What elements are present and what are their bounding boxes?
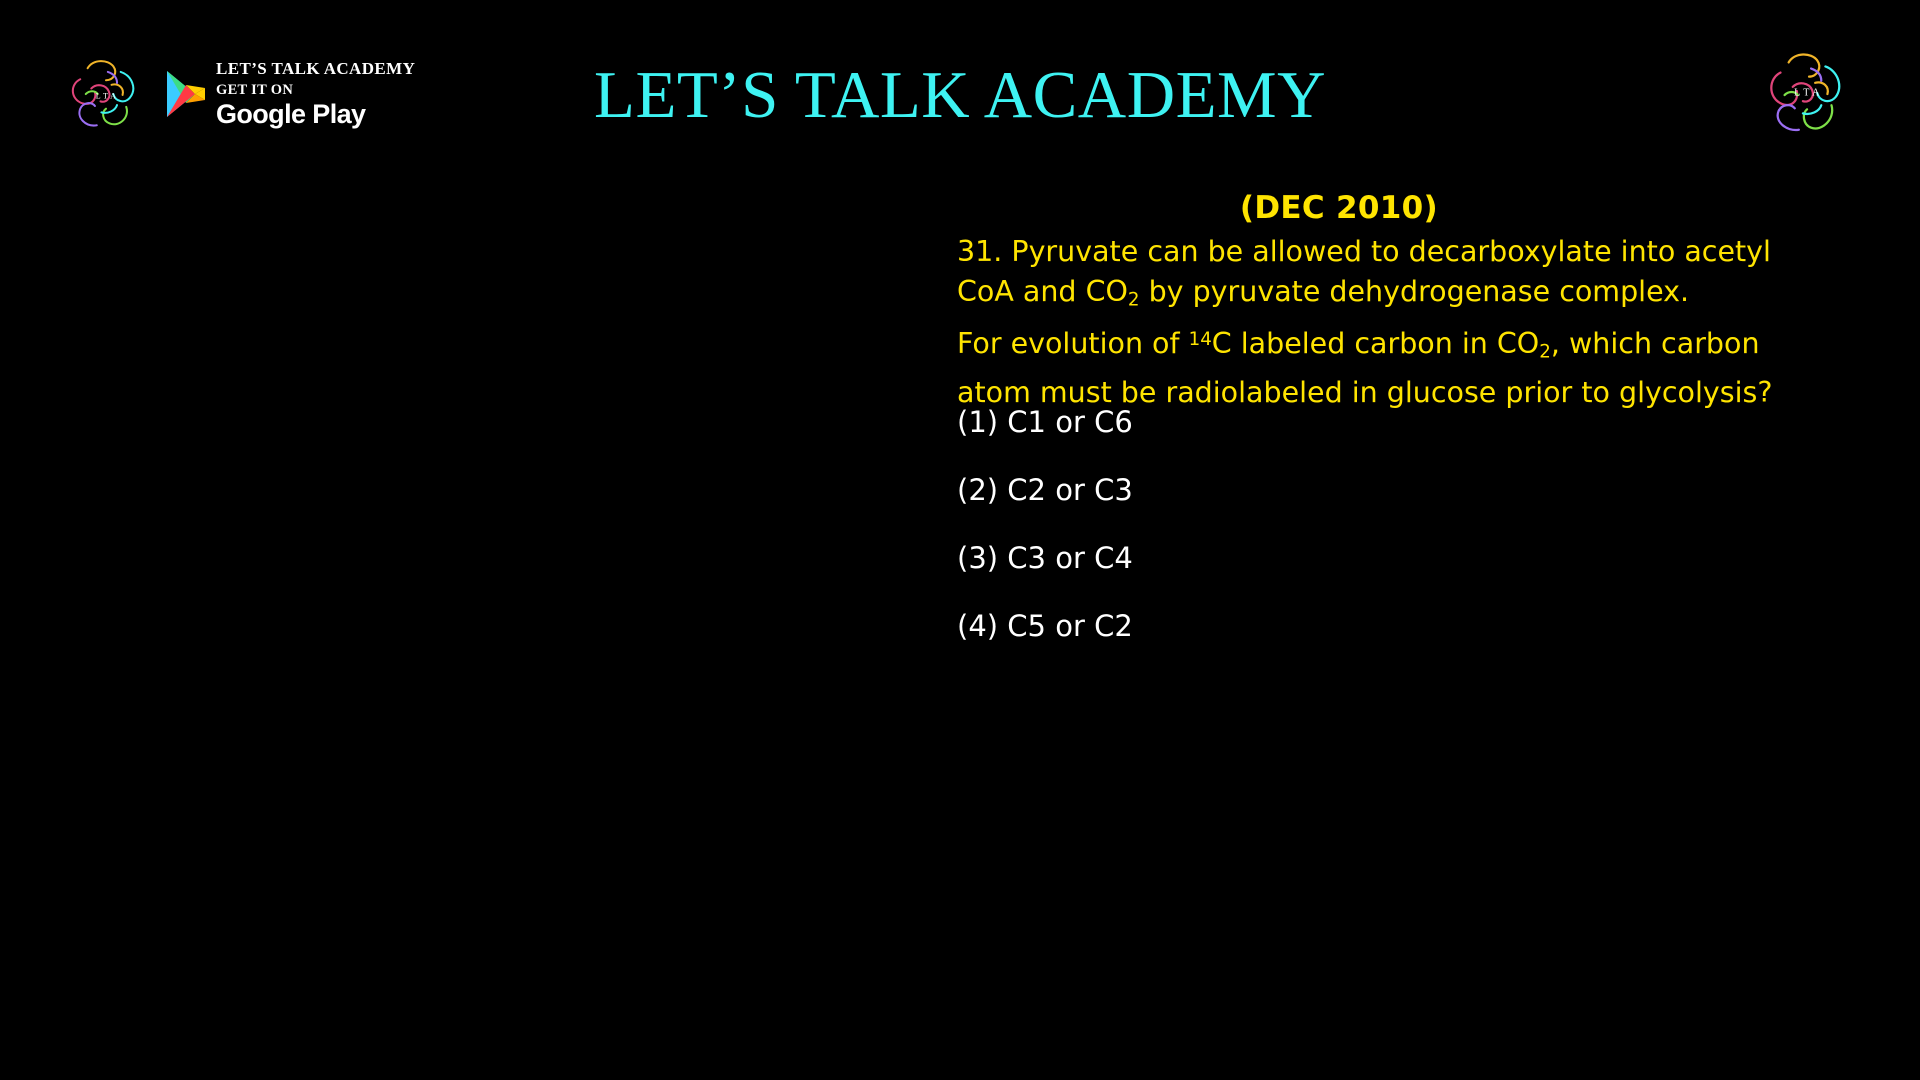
exam-year-badge: (DEC 2010) (1239, 190, 1438, 226)
question-line-2-b: by pyruvate dehydrogenase complex. (1139, 275, 1690, 308)
question-line-1: 31. Pyruvate can be allowed to decarboxylate into acetyl (957, 235, 1771, 268)
question-line-2 (957, 272, 1857, 320)
lta-logo-right (1756, 42, 1858, 144)
question-line-4: atom must be radiolabeled in glucose prior to glycolysis? (957, 375, 1773, 409)
logo-right-label: L T A (1794, 87, 1820, 99)
option-1[interactable]: (1) C1 or C6 (957, 405, 1133, 439)
question-line-3-a: For evolution of (957, 327, 1189, 361)
option-3[interactable]: (3) C3 or C4 (957, 541, 1133, 575)
question-line-2-a: CoA and CO (957, 275, 1128, 308)
question-text (957, 232, 1857, 413)
question-line-3-sup: 14 (1188, 329, 1212, 351)
page-title: LET’S TALK ACADEMY (594, 58, 1326, 132)
question-line-3-c: , which carbon (1550, 327, 1760, 361)
question-line-3-b: C labeled carbon in CO (1211, 327, 1540, 361)
option-2[interactable]: (2) C2 or C3 (957, 473, 1133, 507)
google-play-label: Google Play (216, 99, 366, 130)
question-line-3 (957, 320, 1857, 373)
question-line-2-sub: 2 (1127, 289, 1140, 311)
slide-header (0, 0, 1920, 175)
question-line-3-sub: 2 (1539, 341, 1551, 363)
answer-options (957, 405, 1757, 680)
option-4[interactable]: (4) C5 or C2 (957, 609, 1133, 643)
brand-small-title: LET’S TALK ACADEMY (216, 59, 416, 79)
get-it-on-label: GET IT ON (216, 81, 294, 98)
logo-left-label: L T A (95, 91, 117, 101)
